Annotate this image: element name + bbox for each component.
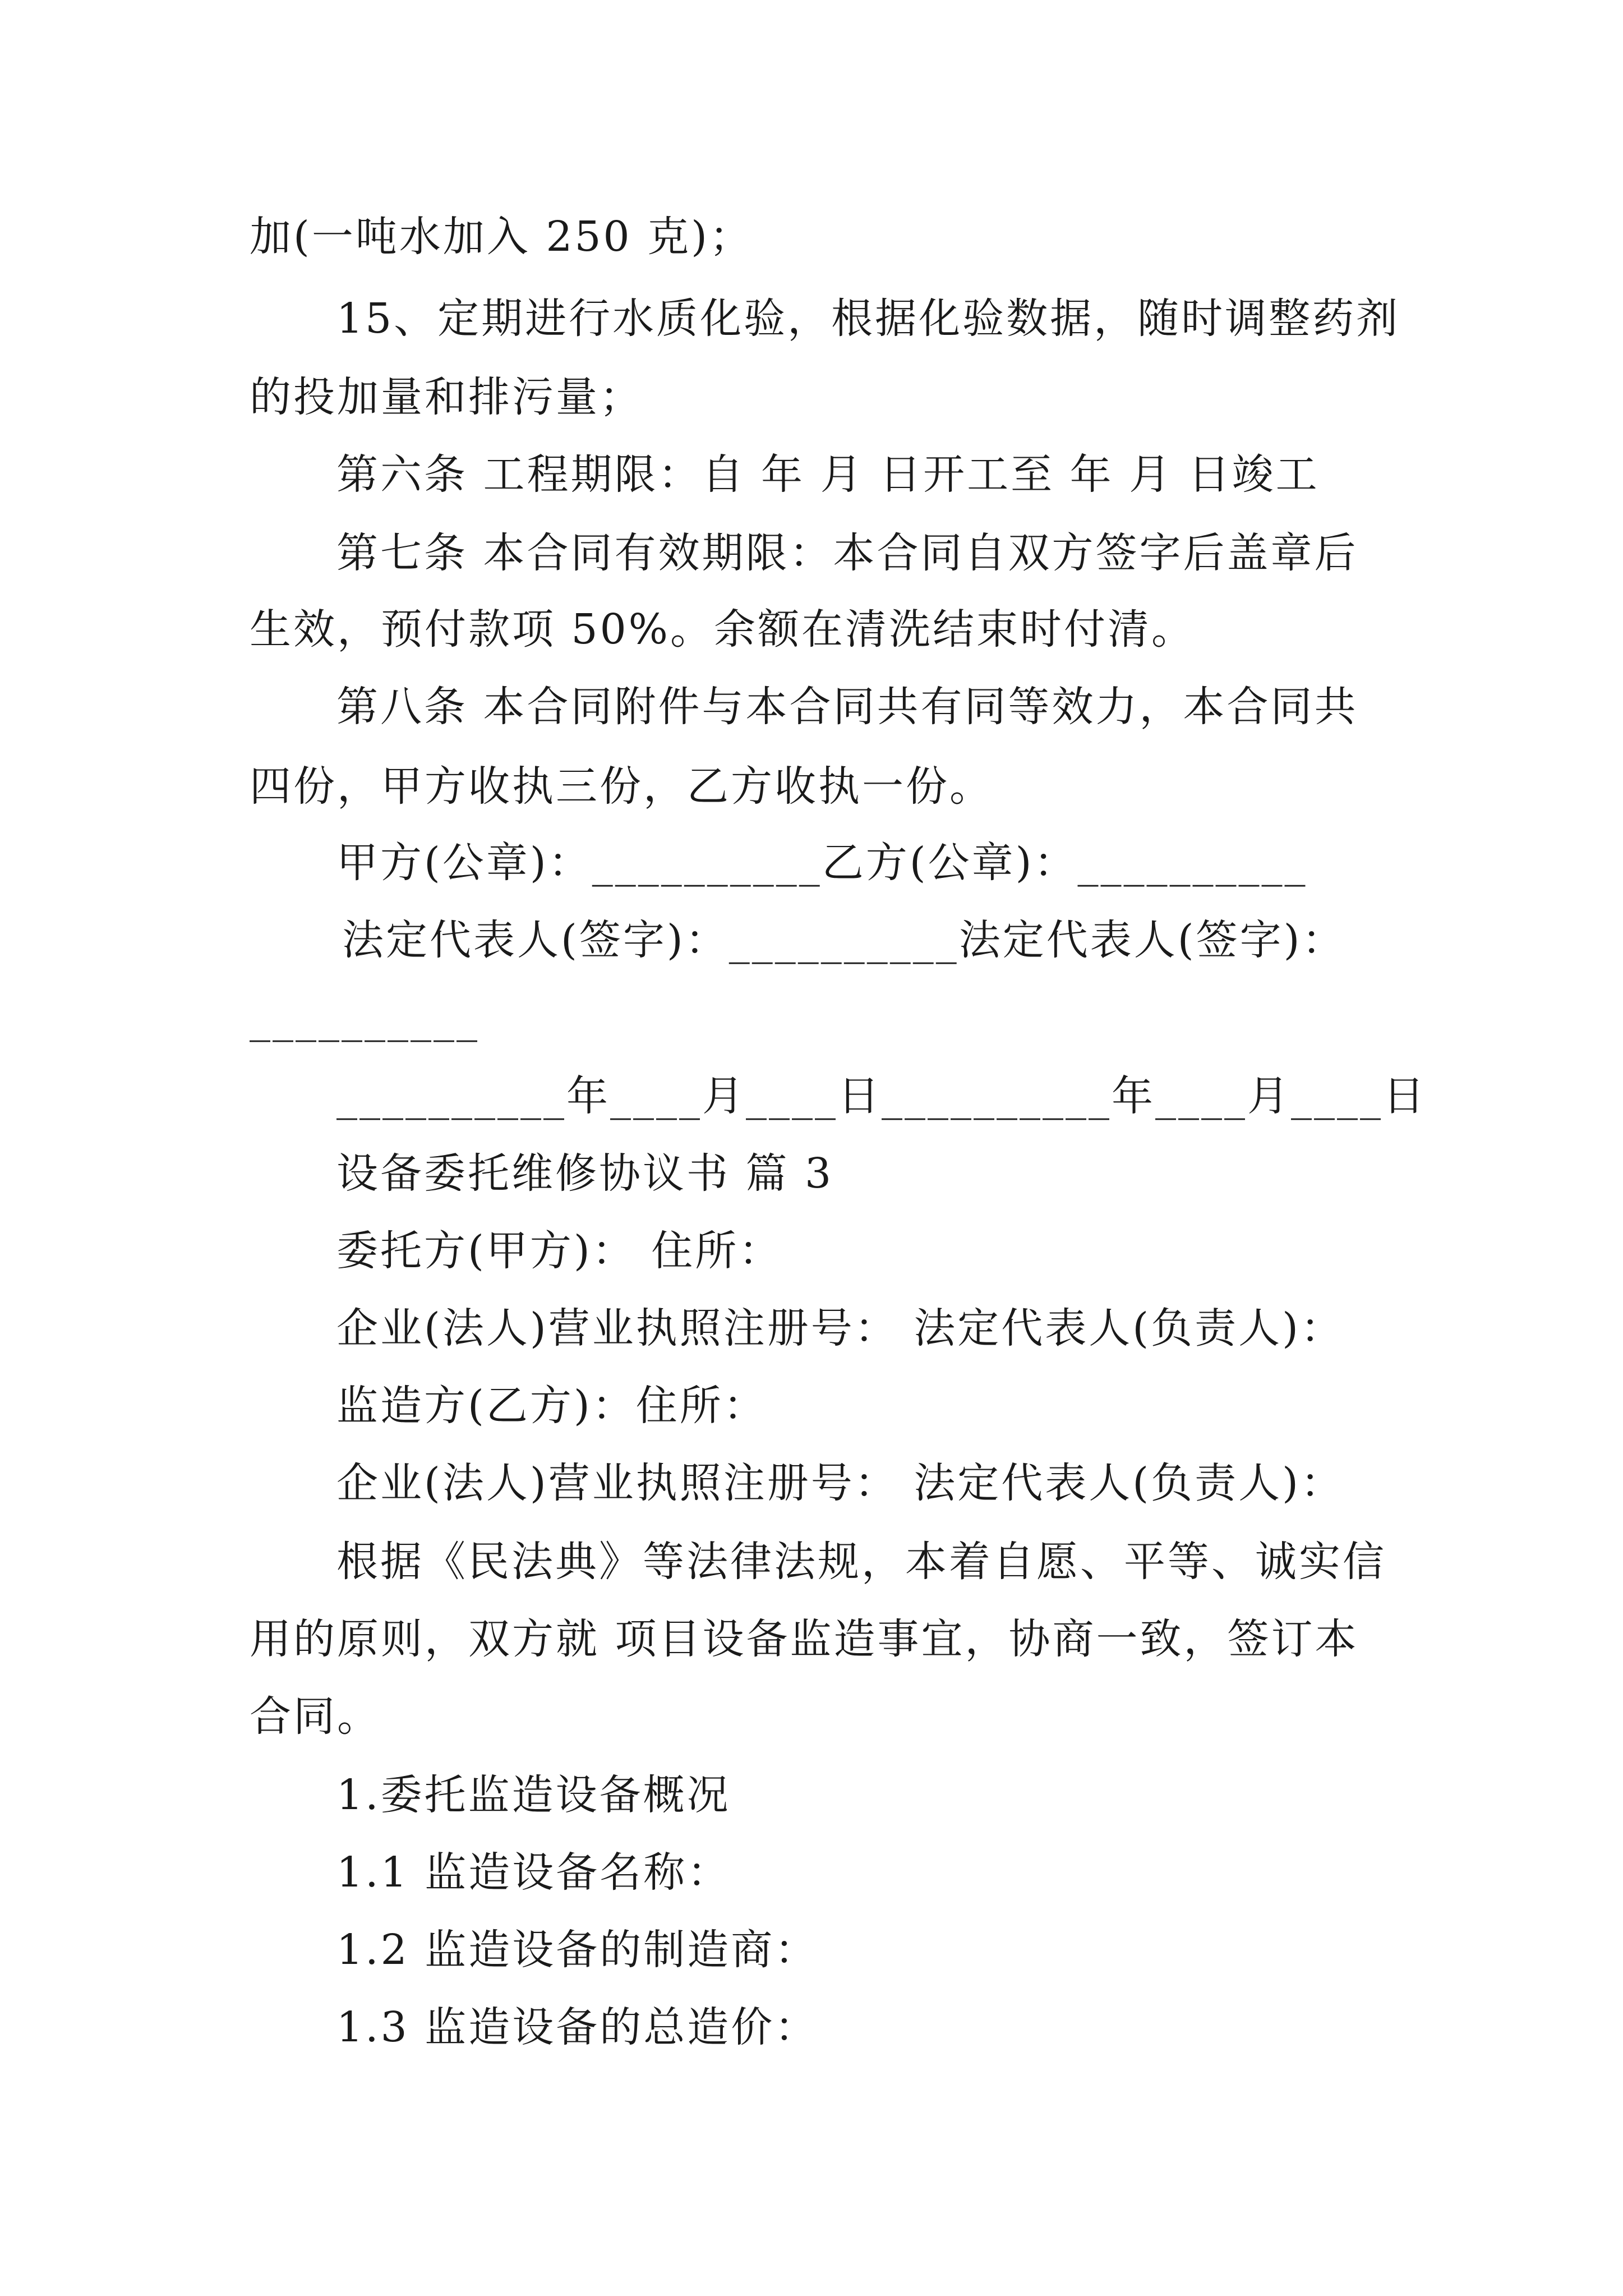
text-line: 的投加量和排污量； xyxy=(250,373,643,421)
text-line: 生效，预付款项 50%。余额在清洗结束时付清。 xyxy=(250,605,1195,654)
text-line: 合同。 xyxy=(250,1692,381,1741)
text-line: 四份，甲方收执三份，乙方收执一份。 xyxy=(250,762,993,811)
signature-line: __________ xyxy=(250,994,479,1042)
text-line: 1.2 监造设备的制造商： xyxy=(336,1926,819,1974)
text-line: 用的原则，双方就 项目设备监造事宜，协商一致，签订本 xyxy=(250,1615,1359,1663)
text-line: 加(一吨水加入 250 克)； xyxy=(250,213,754,261)
text-line: 15、定期进行水质化验，根据化验数据，随时调整药剂 xyxy=(336,295,1400,343)
signature-line: 甲方(公章)：__________乙方(公章)：__________ xyxy=(336,839,1308,887)
signature-line: 法定代表人(签字)：__________法定代表人(签字)： xyxy=(342,916,1346,964)
text-line: 第六条 工程期限：自 年 月 日开工至 年 月 日竣工 xyxy=(336,450,1320,499)
text-line: 委托方(甲方)： 住所： xyxy=(336,1227,783,1275)
date-line: __________年____月____日__________年____月____日 xyxy=(336,1072,1427,1120)
text-line: 第八条 本合同附件与本合同共有同等效力，本合同共 xyxy=(336,683,1358,731)
text-line: 监造方(乙方)：住所： xyxy=(336,1382,767,1430)
text-line: 企业(法人)营业执照注册号： 法定代表人(负责人)： xyxy=(336,1459,1345,1507)
text-line: 第七条 本合同有效期限：本合同自双方签字后盖章后 xyxy=(336,529,1358,577)
text-line: 根据《民法典》等法律法规，本着自愿、平等、诚实信 xyxy=(336,1538,1386,1586)
section-heading: 设备委托维修协议书 篇 3 xyxy=(336,1149,834,1198)
text-line: 1.委托监造设备概况 xyxy=(336,1771,731,1819)
text-line: 1.3 监造设备的总造价： xyxy=(336,2003,819,2051)
text-line: 企业(法人)营业执照注册号： 法定代表人(负责人)： xyxy=(336,1304,1345,1352)
text-line: 1.1 监造设备名称： xyxy=(336,1848,731,1897)
